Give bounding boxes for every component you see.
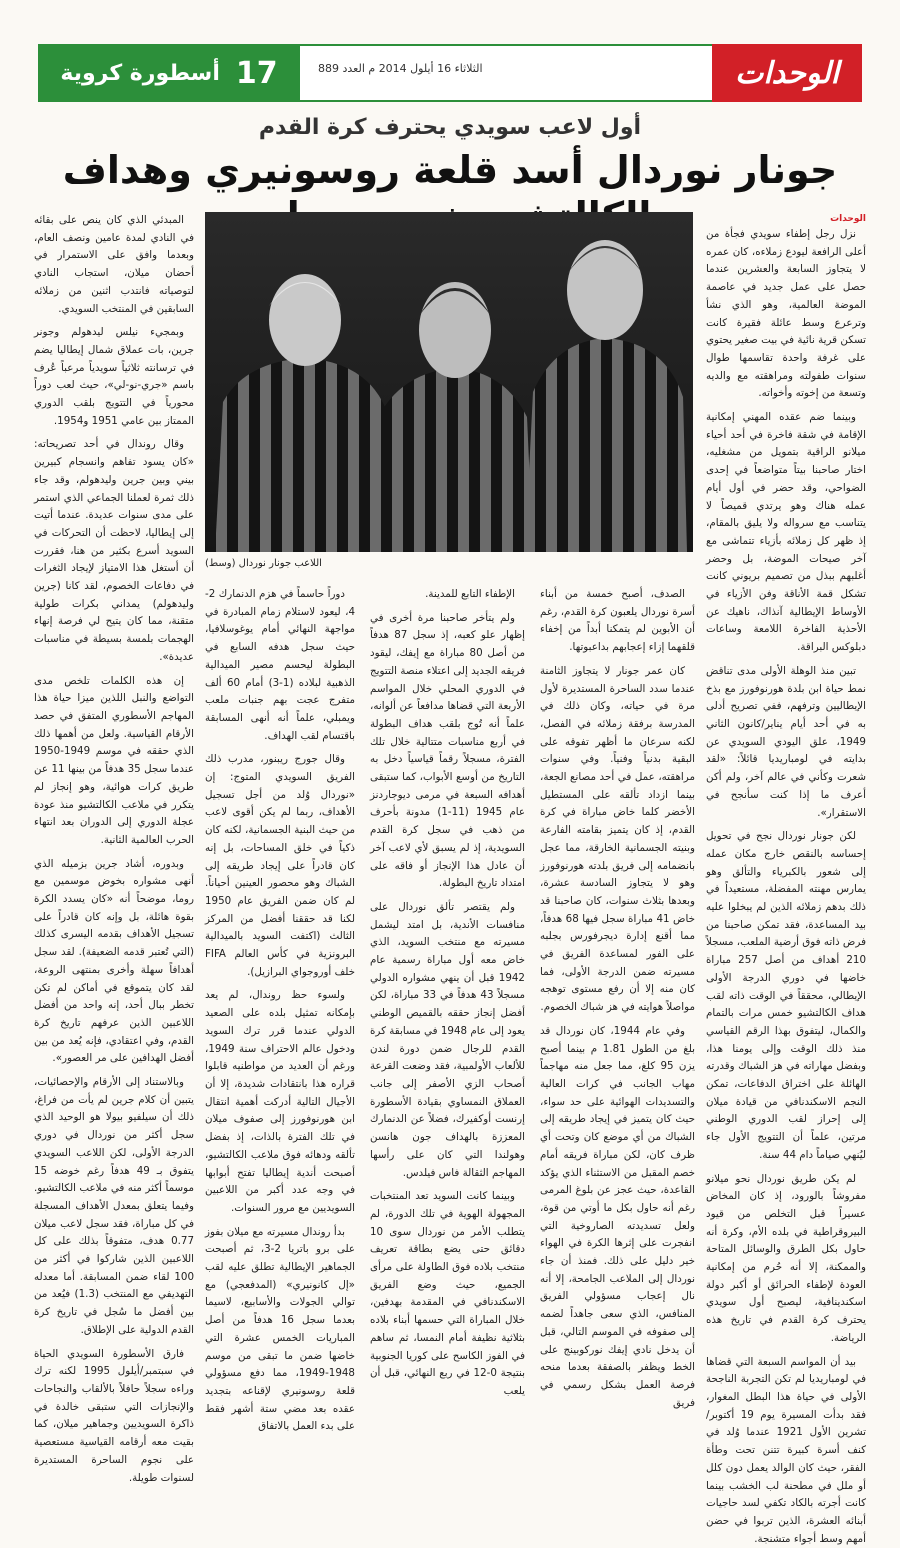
paragraph: المبدئي الذي كان ينص على بقائه في النادي لمدة عامين ونصف العام، وبعدما وافق على الاستمرار في أحضان ميلان، استجاب النادي لتوصياته فانتدب اثنين من زملائه السابقين في المنتخب السويدي. bbox=[34, 214, 194, 315]
paragraph: وبدوره، أشاد جرين بزميله الذي أنهى مشواره بخوض موسمين مع روما، موضحاً أنه «كان يسدد الكرة بقوة هائلة، بل وإنه كان قادراً على تسجيل الأهداف بقدمه اليسرى كذلك (التي تُعتبر قدمه الضعيفة). لقد سجل أهدافاً سهلة وأخرى بمنتهى الروعة، لقد كان يتموقع في أماكن لم تكن تخطر ببال أحد، إنه واحد من أفضل اللاعبين الذين عرفهم تاريخ كرة القدم، وفي اعتقادي، فإنه يُعد من بين أفضل الهدافين على مر العصور». bbox=[34, 857, 194, 1065]
paragraph: بيد أن المواسم السبعة التي قضاها في لومباريديا لم تكن التجربة الناجحة الأولى في حياة هذا البطل المغوار، فقد بدأت المسيرة يوم 19 أكتوبر/تشرين الأول 1921 عندما وُلد في كنف أسرة كبيرة تتنن تحت وطأة الفقر، حيث كان الوالد يعمل دون كلل أو ملل في مطحنة لب الخشب بينما كانت أجرته بالكاد تكفي لسد حاجيات أبنائه العشرة، الذين تربوا في حضن أمهم وسط أجواء متشنجة. bbox=[706, 1355, 866, 1545]
paragraph: وقال روندال في أحد تصريحاته: «كان يسود تفاهم وانسجام كبيرين بيني وبين جرين وليدهولم، وقد جاء ذلك ثمرة لعملنا الجماعي الذي استمر على مدى سنوات عديدة. عندما أتيت إلى إيطاليا، لاحظت أن التحركات في السويد أسرع بكثير من هنا، فقررت أن أستغل هذا الامتياز لإيجاد الثغرات في دفاعات الخصوم، لقد كانا (جرين وليدهولم) يمداني بكرات طولية متقنة، مما كان يتيح لي فرصة إنهاء الهجمات بلمسة بسيطة في مناسبات عديدة». bbox=[34, 438, 194, 663]
paragraph: وبالاستناد إلى الأرقام والإحصائيات، يتبين أن كلام جرين لم يأت من فراغ، ذلك أن سيلفيو بيولا هو الوحيد الذي سجل أكثر من نوردال في دوري الدرجة الأولى، لكن اللاعب السويدي يتفوق بـ 49 هدفاً رغم خوضه 15 موسماً أكثر منه في ملاعب الكالتشيو. وفيما يتعلق بمعدل الأهداف المسجلة في كل مباراة، فقد سجل لاعب ميلان 0.77 هدف، متفوقاً بذلك على كل اللاعبين الذين شاركوا في أكثر من 100 لقاء ضمن المسابقة. أما معدله التهديفي مع المنتخب (1.3) فيُعد من بين أفضل ما سُجل في تاريخ كرة القدم الدولية على الإطلاق. bbox=[34, 1076, 195, 1336]
article-kicker: أول لاعب سويدي يحترف كرة القدم bbox=[258, 115, 642, 140]
paragraph: نزل رجل إطفاء سويدي فجأة من أعلى الرافعة ليودع زملاءه، كان عمره لا يتجاوز السابعة والعشرين عندما حصل على عمل جديد في عاصمة الموضة العالمية، وهو الذي نشأ وترعرع وسط عائلة فقيرة كانت تسكن قرية نائية في بيت صغير يحتوي على غرفة واحدة تقاسمها طوال سنوات طفولته ومراهقته مع والديه وتسعة من إخوته وأخواته. bbox=[706, 228, 866, 400]
issue-meta: الثلاثاء 16 أيلول 2014 م العدد 889 bbox=[318, 62, 483, 75]
paragraph: الإطفاء التابع للمدينة. bbox=[425, 588, 515, 600]
paragraph: تبين منذ الوهلة الأولى مدى تناقض نمط حياة ابن بلدة هورنوفورز مع بذخ الإيطاليين وترفهم، ففي تصريح أدلى به في أحد أيام يناير/كانون الثاني 1949، علق اليودي السويدي عن بدايته في لومباريديا قائلاً: «لقد شعرت وكأني في عالم آخر، ولم أكن أعرف ما إذا كنت سأنجح في الاستقرار». bbox=[706, 664, 866, 819]
paragraph: بدأ روندال مسيرته مع ميلان بفوز على برو باتريا 2-3، ثم أصبحت الجماهير الإيطالية تطلق عليه لقب «إل كانونيري» (المدفعجي) مع توالي الجولات والأسابيع، لاسيما بعدما سجل 16 هدفاً من أصل المباريات الخمس عشرة التي خاضها ضمن ما تبقى من موسم 1948-1949، مما دفع مسؤولي قلعة روسونيري لإقناعه بتجديد عقده بعد مضي ستة أشهر فقط على بدء العمل بالاتفاق bbox=[205, 1225, 356, 1433]
paragraph: وقال جورج ريبنور، مدرب ذلك الفريق السويدي المتوج: إن «نوردال وُلد من أجل تسجيل الأهداف، ربما لم يكن أقوى لاعب من حيث البنية الجسمانية، لكنه كان ذكياً في خلق المساحات، بل إنه كان قادراً على إيجاد طريقه إلى الشباك وهو محصور العينين أحياناً. لم كان ضمن الفريق عام 1950 لكنا قد حققنا أفضل من المركز الثالث (اكتفت السويد بالميدالية البرونزية في كأس العالم FIFA خلف أوروجواي البرازيل). bbox=[205, 753, 355, 978]
article-column-2 bbox=[34, 212, 195, 1484]
paragraph: وفي عام 1944، كان نوردال قد بلغ من الطول 1.81 م بينما أصبح يزن 95 كلغ، مما جعل منه مهاجماً مهاب الجانب في كرات العالية والتسديدات الهوائية على حد سواء، حيث كان يتميز في إيجاد طريقه إلى الشباك من أي موضع كان وتحت أي ظرف كان، لكن مباراة فريقه أمام خصم المقبل من الاستثناء الذي يؤكد القاعدة، حيث عجز عن بلوغ المرمى رغم أنه حاول بكل ما أوتي من قوة، ولعل تسديدته الصاروخية التي انفجرت على إثرها الكرة في الهواء خير دليل على ذلك. فمنذ أن جاء نوردال إلى الملاعب الجامحة، إلا أنه نال إعجاب مسؤولي الفريق المنافس، الذي سعى جاهداً لضمه إلى صفوفه في الموسم التالي، قبل أن يدخل نادي إيفك نوركوبينج على الخط ويظفر بالصفقة بعدما منحه فرصة العمل بشكل رسمي في فريق bbox=[540, 1024, 695, 1409]
paragraph: لم يكن طريق نوردال نحو ميلانو مفروشاً بالورود، إذ كان المخاض عسيراً قبل التخلص من قيود البيروقراطية في بلده الأم، وكرة أنه حاول بكل الطرق والوسائل المتاحة والممكنة، إلا أنه حُرم من إمكانية العودة لإطفاء الحرائق أو أكبر دولة اسكندينافية، ليصبح أول سويدي يحترف كرة القدم في تاريخ هذه الرياضة. bbox=[706, 1172, 866, 1344]
section-name: أسطورة كروية bbox=[60, 60, 220, 86]
article-photo bbox=[205, 212, 693, 552]
section-banner bbox=[38, 44, 300, 102]
paragraph: وبينما ضم عقده المهني إمكانية الإقامة في شقة فاخرة في أحد أحياء ميلانو الراقية بتمويل من مشغليه، اختار صاحبنا بيتاً متواضعاً في إحدى الضواحي، وقد حضر في أول أيام عمله هناك وهو يرتدي قميصاً لا يتناسب مع سرواله ولا يليق بالمقام، إذ ظهر كل زملائه بأزياء تتماشى مع آخر صيحات الموضة، بل وحضر أغلبهم ببذل من تصميم بريوني كانت تشكل قمة الأناقة وفن الأزياء في الأوساط الإيطالية آنذاك، ناهيك عن الأحذية الفاخرة اللامعة وساعات دبلوكس البراقة. bbox=[706, 411, 866, 654]
photo-caption: اللاعب جونار نوردال (وسط) bbox=[205, 558, 322, 569]
article-title: جونار نوردال أسد قلعة روسونيري وهداف bbox=[62, 148, 838, 192]
article-column-5 bbox=[540, 586, 695, 1409]
page-header bbox=[38, 44, 862, 102]
paragraph: دوراً حاسماً في هزم الدنمارك 2-4، ليعود لاستلام زمام المبادرة في مواجهة النهائي أمام يوغوسلافيا، حيث سجل هدفه السابع في البطولة ليحسم مصير الميدالية الذهبية لبلاده (1-3) أمام 60 ألف متفرج عجت بهم جنبات ملعب ويمبلي، علماً أنه أنهى المسابقة باقتسام لقب الهداف. bbox=[205, 588, 355, 742]
paragraph: كان عمر جونار لا يتجاوز الثامنة عندما سدد الساحرة المستديرة لأول مرة في حياته، وكان ذلك في المدرسة برفقة زملائه في الفصل، لكنه سرعان ما أظهر تفوقه على البقية بدنياً وفنياً. وفي سنوات مراهقته، عمل في أحد مصانع الجعة، بينما ازداد تألقه على المستطيل الأخضر كلما خاض مباراة في كرة القدم، إذ كان يتميز بقامته الفارعة وبنيته الجسمانية الخارقة، مما عجل بانضمامه إلى فريق بلدته هورنوفورز وهو لا يتجاوز السادسة عشرة، وبعدها بثلاث سنوات، كان صاحبنا قد خاض 41 مباراة سجل فيها 68 هدفاً، مما أقنع إدارة ديجرفورس بجلبه على الفور لمساعدة الفريق في مسيرته ضمن الدرجة الأولى، فما كان منه إلا أن رفع مستوى توهجه مواصلاً هوايته في هز شباك الخصوم. bbox=[540, 664, 695, 1014]
paragraph: ولسوء حظ روندال، لم يعد بإمكانه تمثيل بلده على الصعيد الدولي عندما قرر ترك السويد ودخول عالم الاحتراف سنة 1949، ورغم أن العديد من مواطنيه قابلوا قراره هذا بانتقادات شديدة، إلا أن الأجيال التالية أدركت أهمية انتقال ابن هورنوفورز إلى صفوف ميلان في تلك الفترة بالذات، إذ بفضل تألقه ودهائه فوق ملاعب الكالتشيو، أصبحت أندية إيطاليا تفتح أبوابها في وجه عدد أكبر من اللاعبين السويديين مع مرور السنوات. bbox=[205, 989, 355, 1214]
paragraph: الصدف، أصبح خمسة من أبناء أسرة نوردال يلعبون كرة القدم، رغم أن الأبوين لم يتمكنا أبداً من إخفاء قلقهما إزاء إعجابهم بداعبوتها. bbox=[540, 588, 695, 654]
page-number: 17 bbox=[235, 55, 278, 91]
paragraph: وبمجيء نيلس ليدهولم وجونر جرين، بات عملاق شمال إيطاليا يضم في ترسانته ثلاثياً سويدياً مرعباً عُرف باسم «جري-نو-لي»، حيث لعب دوراً محورياً في التتويج بلقب الدوري الممتاز بين عامي 1951 و1954. bbox=[34, 326, 194, 427]
players-photo-icon bbox=[205, 212, 693, 552]
paragraph: ولم يقتصر تألق نوردال على منافسات الأندية، بل امتد ليشمل مسيرته مع منتخب السويد، الذي خاض معه أول مباراة رسمية عام 1942 قبل أن ينهي مشواره الدولي مسجلاً 43 هدفاً في 33 مباراة، لكن أفضل إنجاز حققه بالقميص الوطني يعود إلى عام 1948 في مسابقة كرة القدم للرجال ضمن دورة لندن للألعاب الأولمبية، فقد وضعت القرعة أصحاب الزي الأصفر إلى جانب العملاق النمساوي بقيادة الأسطورة إرنست أوكفيرك، فضلاً عن الدنمارك المعززة بالهداف جون هانسن وهولندا التي كان على رأسها المهاجم الثقالة فاس فيلدس. bbox=[370, 900, 526, 1179]
article-column-1 bbox=[706, 226, 866, 1545]
paragraph: فارق الأسطورة السويدي الحياة في سبتمبر/أيلول 1995 لكنه ترك وراءه سجلاً حافلاً بالألقاب والنجاحات والإنجازات التي ستبقى خالدة في ذاكرة السويديين وجماهير ميلان، كما بقيت معه أرقامه القياسية مستعصية على نجوم الساحرة المستديرة لسنوات طويلة. bbox=[34, 1347, 194, 1484]
article-column-4 bbox=[370, 586, 526, 1397]
byline: الوحدات bbox=[830, 214, 866, 224]
article-column-3 bbox=[205, 586, 356, 1433]
paragraph: ولم يتأخر صاحبنا مرة أخرى في إظهار علو كعبه، إذ سجل 87 هدفاً من أصل 80 مباراة مع إيفك، ليقود فريقه الجديد إلى اعتلاء منصة التتويج في الدوري المحلي خلال المواسم الأربعة التي قضاها مدافعاً عن ألوانه، علماً أنه تُوج بلقب هداف البطولة في أربع مناسبات متتالية خلال تلك الفترة، مسجلاً رقماً قياسياً دخل به التاريخ من أوسع الأبواب، كما ستبقى أهدافه السبعة في مرمى ديوجاردنز عام 1945 (11-1) مدونة بأحرف من ذهب في سجل كرة القدم السويدية، إذ لم يسبق لأي لاعب آخر أن عادل هذا الإنجاز أو فاقه على امتداد تاريخ البطولة. bbox=[370, 611, 525, 890]
paragraph: إن هذه الكلمات تلخص مدى التواضع والنبل اللذين ميزا حياة هذا المهاجم الأسطوري المتفق في حصد الأرقام القياسية. ولعل من أهمها ذلك الذي حققه في موسم 1949-1950 عندما سجل 35 هدفاً من بينها 11 عن طريق كرات هوائية، وهو إنجاز لم يتكرر في ملاعب الكالتشيو منذ عودة عجلة الدوري إلى الدوران بعد انتهاء الحرب العالمية الثانية. bbox=[34, 674, 194, 846]
paragraph: لكن جونار نوردال نجح في تحويل إحساسه بالنقص خارج مكان عمله إلى شعور بالكبرياء والتألق وهو يمارس مهنته المفضلة، مستعيداً في ذلك بدهم زملائه الذين لم يبخلوا عليه بيد المساعدة، فقد تمكن صاحبنا من فرض ذاته فوق أرضية الملعب، مسجلاً 210 أهداف من أصل 257 مباراة خاضها في دوري الدرجة الأولى الإيطالي، محققاً في الوقت ذاته لقب هداف الكالتشيو خمس مرات بالتمام والكمال، ليتفوق بهذا الرقم القياسي منذ ذلك الوقت وإلى يومنا هذا، وبفضل مهاراته في هز الشباك وقدرته الهائلة على اختراق الدفاعات، تمكن النجم الاسكندنافي من قيادة ميلان إلى إحراز لقب الدوري الوطني مرتين، علماً أن التتويج الأول جاء ليُنهي صياماً دام 44 سنة. bbox=[706, 830, 866, 1161]
paragraph: وبينما كانت السويد تعد المنتخبات المجهولة الهوية في تلك الدورة، لم يتطلب الأمر من نوردال سوى 10 دقائق حتى يضع بطاقة تعريف منتخب بلاده فوق الطاولة على مرأى الجميع، حيث وضع الفريق الاسكندنافي في المقدمة بهدفين، خلال المباراة التي حسمها أبناء بلاده بثلاثية نظيفة أمام النمسا، ثم ساهم في الفوز الكاسح على كوريا الجنوبية بنتيجة 0-12 في ربع النهائي، قبل أن يلعب bbox=[370, 1190, 525, 1397]
brand-logo: الوحدات bbox=[712, 44, 862, 102]
